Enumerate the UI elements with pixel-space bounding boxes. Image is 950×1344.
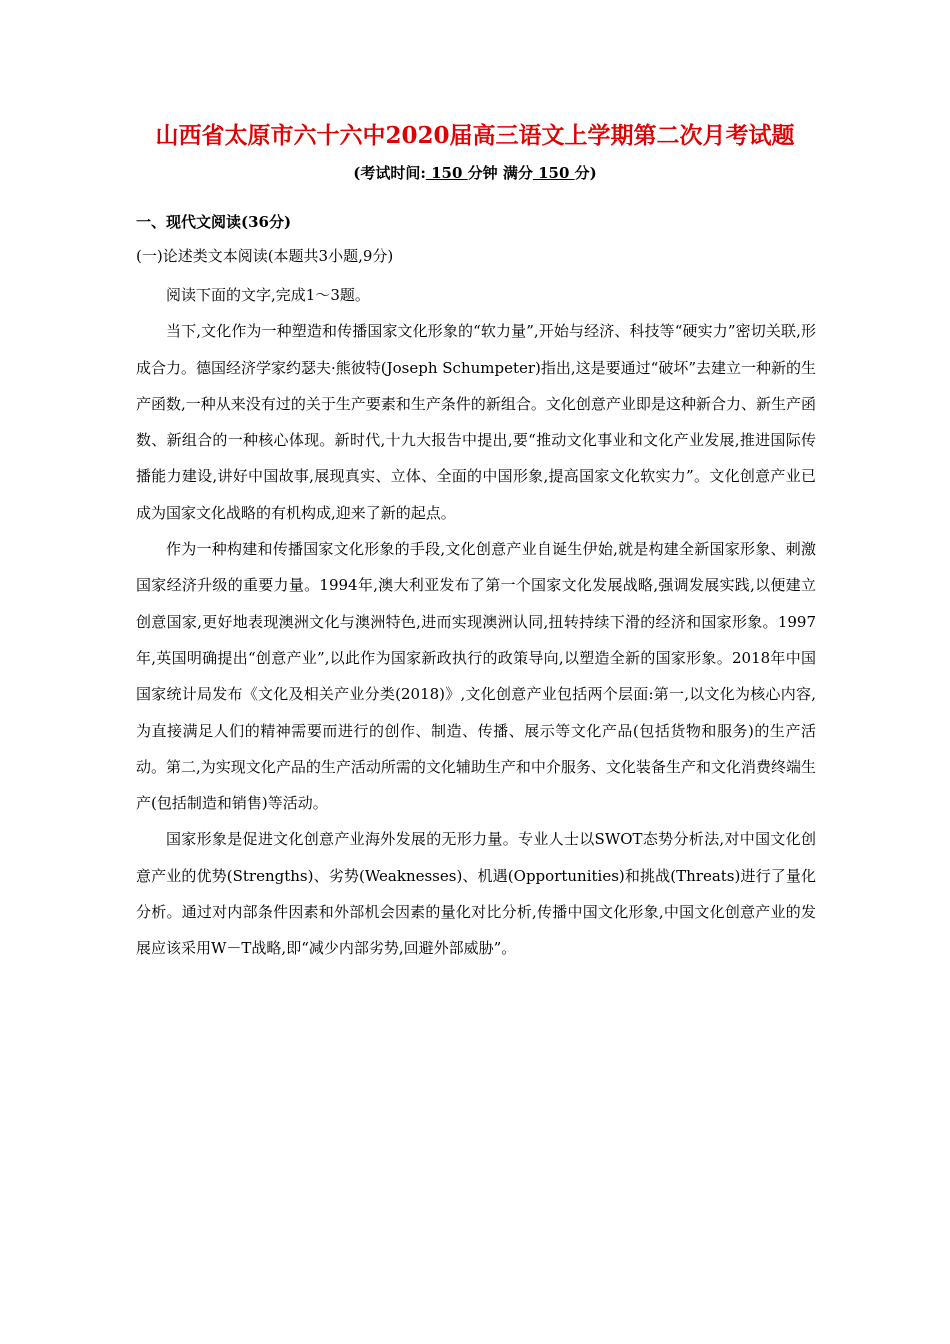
subsection-heading: (一)论述类文本阅读(本题共3小题,9分)	[136, 247, 394, 265]
exam-info	[0, 161, 950, 185]
page-title: 山西省太原市六十六中2020届高三语文上学期第二次月考试题	[155, 122, 795, 149]
section-heading: 一、现代文阅读(36分)	[136, 213, 292, 231]
paragraph-2: 作为一种构建和传播国家文化形象的手段,文化创意产业自诞生伊始,就是构建全新国家形象、刺激国家经济升级的重要力量。1994年,澳大利亚发布了第一个国家文化发展战略,强调发展实践,以便建立创意国家,更好地表现澳洲文化与澳洲特色,进而实现澳洲认同,扭转持续下滑的经济和国家形象。1997年,英国明确提出“创意产业”,以此作为国家新政执行的政策导向,以塑造全新的国家形象。2018年中国国家统计局发布《文化及相关产业分类(2018)》,文化创意产业包括两个层面:第一,以文化为核心内容,为直接满足人们的精神需要而进行的创作、制造、传播、展示等文化产品(包括货物和服务)的生产活动。第二,为实现文化产品的生产活动所需的文化辅助生产和中介服务、文化装备生产和文化消费终端生产(包括制造和销售)等活动。	[136, 540, 816, 813]
exam-info-suffix: 分)	[574, 164, 597, 182]
reading-passage	[136, 277, 816, 967]
exam-time-unit: 分钟 满分	[467, 164, 533, 182]
exam-time-value: 150	[425, 164, 468, 182]
paragraph-3: 国家形象是促进文化创意产业海外发展的无形力量。专业人士以SWOT态势分析法,对中国文化创意产业的优势(Strengths)、劣势(Weaknesses)、机遇(Opportunities)和挑战(Threats)进行了量化分析。通过对内部条件因素和外部机会因素的量化对比分析,传播中国文化形象,中国文化创意产业的发展应该采用W－T战略,即“减少内部劣势,回避外部威胁”。	[136, 830, 816, 958]
exam-score-value: 150	[532, 164, 575, 182]
exam-info-prefix: (考试时间:	[353, 164, 426, 182]
paragraph-1: 当下,文化作为一种塑造和传播国家文化形象的“软力量”,开始与经济、科技等“硬实力”密切关联,形成合力。德国经济学家约瑟夫·熊彼特(Joseph Schumpeter)指出,这是要通过“破坏”去建立一种新的生产函数,一种从来没有过的关于生产要素和生产条件的新组合。文化创意产业即是这种新合力、新生产函数、新组合的一种核心体现。新时代,十九大报告中提出,要“推动文化事业和文化产业发展,推进国际传播能力建设,讲好中国故事,展现真实、立体、全面的中国形象,提高国家文化软实力”。文化创意产业已成为国家文化战略的有机构成,迎来了新的起点。	[136, 322, 817, 522]
instruction: 阅读下面的文字,完成1～3题。	[166, 286, 370, 304]
